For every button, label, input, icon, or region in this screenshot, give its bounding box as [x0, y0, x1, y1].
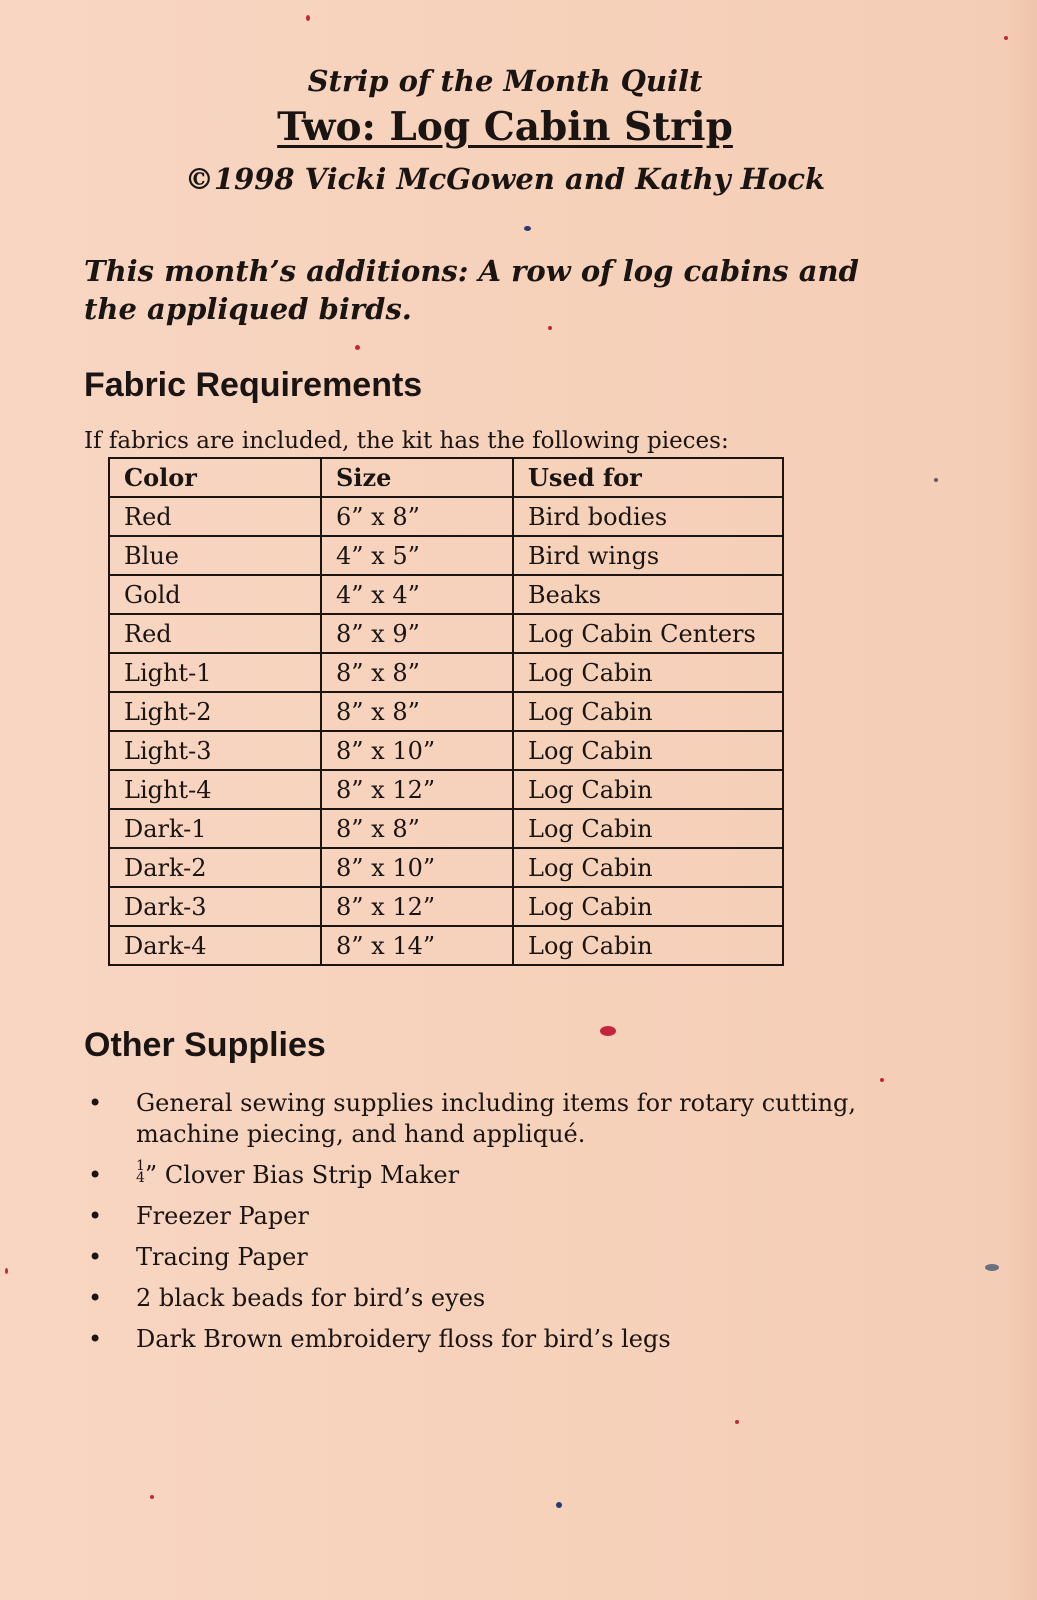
color-cell: Blue	[109, 536, 321, 575]
bullet-icon: •	[88, 1089, 103, 1117]
size-cell: 4” x 5”	[321, 536, 513, 575]
fraction-denominator: 4	[136, 1170, 145, 1186]
paper-fleck	[735, 1420, 739, 1424]
table-row	[109, 770, 783, 809]
supply-text: 2 black beads for bird’s eyes	[136, 1284, 486, 1312]
list-item	[88, 1242, 888, 1273]
size-cell: 8” x 12”	[321, 770, 513, 809]
table-row	[109, 887, 783, 926]
quilt-series-subtitle: Strip of the Month Quilt	[307, 64, 703, 98]
used-for-cell: Log Cabin	[513, 770, 783, 809]
list-item	[88, 1201, 888, 1232]
size-cell: 8” x 12”	[321, 887, 513, 926]
size-cell: 6” x 8”	[321, 497, 513, 536]
size-cell: 8” x 10”	[321, 848, 513, 887]
paper-fleck	[880, 1078, 884, 1082]
bullet-icon: •	[88, 1325, 103, 1353]
used-for-cell: Log Cabin	[513, 731, 783, 770]
table-header-row	[109, 458, 783, 497]
inch-mark: ”	[144, 1161, 165, 1189]
table-row	[109, 653, 783, 692]
used-for-cell: Log Cabin	[513, 848, 783, 887]
color-cell: Dark-2	[109, 848, 321, 887]
column-header-color: Color	[109, 458, 321, 497]
list-item	[88, 1088, 888, 1150]
size-cell: 8” x 10”	[321, 731, 513, 770]
used-for-cell: Log Cabin	[513, 809, 783, 848]
size-cell: 8” x 14”	[321, 926, 513, 965]
fraction-numerator: 1	[136, 1158, 145, 1174]
paper-fleck	[1004, 36, 1008, 40]
paper-fleck	[556, 1502, 562, 1508]
table-row	[109, 809, 783, 848]
color-cell: Light-2	[109, 692, 321, 731]
paper-fleck	[355, 345, 360, 350]
paper-fleck	[985, 1264, 999, 1271]
table-row	[109, 536, 783, 575]
list-item	[88, 1283, 888, 1314]
table-row	[109, 614, 783, 653]
supply-text: Tracing Paper	[136, 1243, 308, 1271]
size-cell: 8” x 8”	[321, 692, 513, 731]
used-for-cell: Log Cabin	[513, 692, 783, 731]
paper-fleck	[306, 15, 310, 21]
supply-text: Dark Brown embroidery floss for bird’s legs	[136, 1325, 671, 1353]
copyright-line: ©1998 Vicki McGowen and Kathy Hock	[184, 162, 826, 196]
bullet-icon: •	[88, 1243, 103, 1271]
supply-text: Clover Bias Strip Maker	[164, 1161, 460, 1189]
supply-text: Freezer Paper	[136, 1202, 309, 1230]
bullet-icon: •	[88, 1284, 103, 1312]
paper-fleck	[5, 1268, 8, 1274]
table-row	[109, 497, 783, 536]
size-cell: 4” x 4”	[321, 575, 513, 614]
used-for-cell: Log Cabin	[513, 653, 783, 692]
used-for-cell: Log Cabin	[513, 926, 783, 965]
paper-fleck	[150, 1495, 154, 1499]
fabric-table-caption: If fabrics are included, the kit has the following pieces:	[84, 428, 729, 454]
supplies-list	[88, 1088, 888, 1365]
paper-fleck	[934, 478, 938, 482]
quarter-inch-fraction	[136, 1160, 145, 1184]
used-for-cell: Log Cabin Centers	[513, 614, 783, 653]
column-header-used-for: Used for	[513, 458, 783, 497]
table-row	[109, 692, 783, 731]
size-cell: 8” x 9”	[321, 614, 513, 653]
color-cell: Dark-3	[109, 887, 321, 926]
page-title: Two: Log Cabin Strip	[277, 104, 733, 150]
color-cell: Light-3	[109, 731, 321, 770]
used-for-cell: Bird bodies	[513, 497, 783, 536]
paper-fleck	[600, 1026, 616, 1036]
color-cell: Red	[109, 614, 321, 653]
fabric-table	[108, 457, 784, 966]
table-row	[109, 575, 783, 614]
table-row	[109, 848, 783, 887]
paper-fleck	[524, 226, 531, 231]
color-cell: Dark-4	[109, 926, 321, 965]
color-cell: Light-4	[109, 770, 321, 809]
intro-paragraph: This month’s additions: A row of log cabins and the appliqued birds.	[84, 254, 859, 326]
color-cell: Red	[109, 497, 321, 536]
fabric-requirements-heading: Fabric Requirements	[84, 366, 423, 404]
table-row	[109, 731, 783, 770]
bullet-icon: •	[88, 1202, 103, 1230]
list-item	[88, 1160, 888, 1191]
size-cell: 8” x 8”	[321, 653, 513, 692]
size-cell: 8” x 8”	[321, 809, 513, 848]
color-cell: Dark-1	[109, 809, 321, 848]
column-header-size: Size	[321, 458, 513, 497]
used-for-cell: Beaks	[513, 575, 783, 614]
table-row	[109, 926, 783, 965]
list-item	[88, 1324, 888, 1355]
color-cell: Gold	[109, 575, 321, 614]
used-for-cell: Log Cabin	[513, 887, 783, 926]
color-cell: Light-1	[109, 653, 321, 692]
used-for-cell: Bird wings	[513, 536, 783, 575]
other-supplies-heading: Other Supplies	[84, 1026, 326, 1064]
bullet-icon: •	[88, 1161, 103, 1189]
supply-text: General sewing supplies including items for rotary cutting, machine piecing, and hand appliqué.	[136, 1089, 857, 1148]
